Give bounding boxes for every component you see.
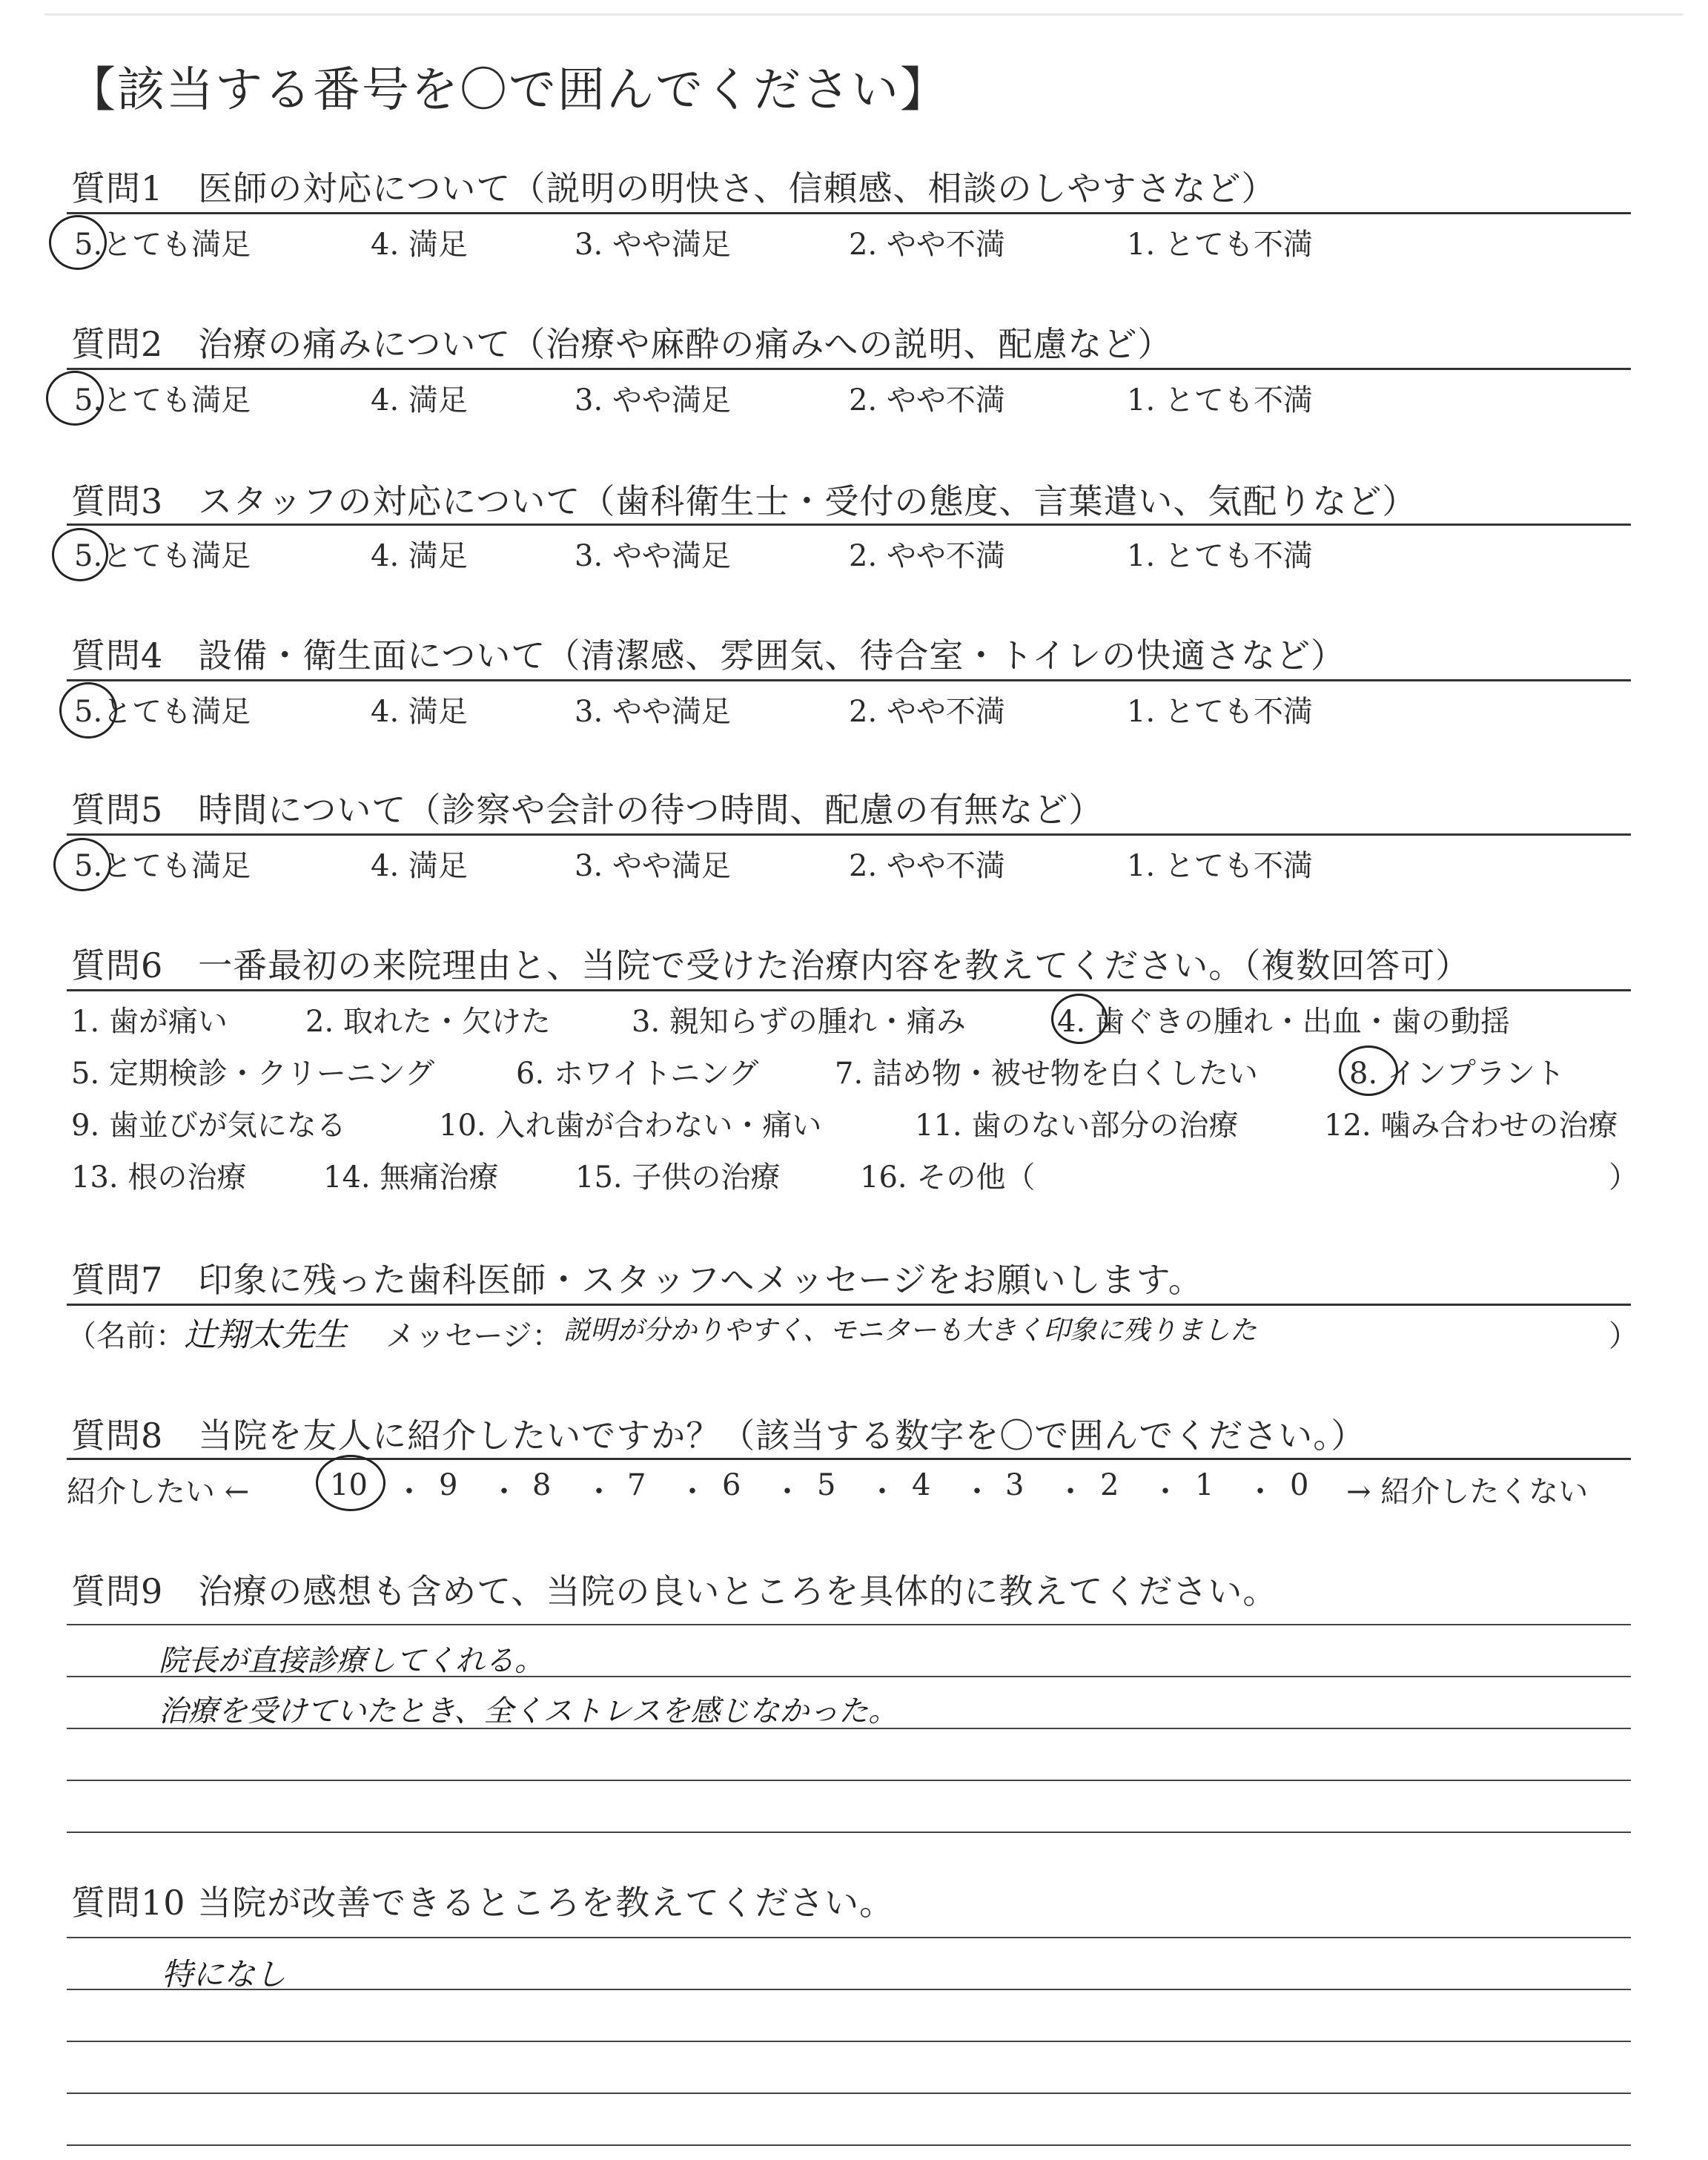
q4-option-5[interactable]: 5.とても満足 <box>74 695 251 729</box>
q1-option-3[interactable]: 3. やや満足 <box>575 228 731 262</box>
q6-option-15[interactable]: 15. 子供の治療 <box>575 1160 781 1195</box>
q9-answer-line <box>67 1780 1631 1781</box>
question-5-label: 質問5 時間について（診察や会計の待つ時間、配慮の有無など） <box>71 790 1104 830</box>
q6-option-11[interactable]: 11. 歯のない部分の治療 <box>915 1109 1239 1143</box>
q3-option-1[interactable]: 1. とても不満 <box>1127 539 1313 573</box>
q8-separator: ・ <box>584 1475 614 1509</box>
q9-answer-line <box>67 1624 1631 1625</box>
q8-separator: ・ <box>489 1475 519 1509</box>
q5-option-2[interactable]: 2. やや不満 <box>849 849 1005 883</box>
q5-option-1[interactable]: 1. とても不満 <box>1127 849 1313 883</box>
question-2-rule <box>67 368 1631 370</box>
q10-answer-line <box>67 2144 1631 2146</box>
q10-answer-line <box>67 2093 1631 2094</box>
q1-selection-circle <box>49 215 107 270</box>
q4-option-3[interactable]: 3. やや満足 <box>575 695 731 729</box>
q6-option-5[interactable]: 5. 定期検診・クリーニング <box>71 1057 435 1091</box>
q8-separator: ・ <box>867 1475 897 1509</box>
q2-option-1[interactable]: 1. とても不満 <box>1127 383 1313 417</box>
q6-option-3[interactable]: 3. 親知らずの腫れ・痛み <box>632 1005 966 1039</box>
q6-option-6[interactable]: 6. ホワイトニング <box>516 1057 759 1091</box>
q8-left-label: 紹介したい ← <box>67 1475 250 1509</box>
q6-option-14[interactable]: 14. 無痛治療 <box>323 1160 499 1195</box>
question-5-rule <box>67 833 1631 836</box>
q8-separator: ・ <box>772 1475 802 1509</box>
q9-answer-text[interactable]: 院長が直接診療してくれる。 <box>159 1644 544 1678</box>
question-7-label: 質問7 印象に残った歯科医師・スタッフへメッセージをお願いします。 <box>71 1260 1203 1300</box>
q8-score-2[interactable]: 2 <box>1100 1468 1119 1502</box>
q8-score-0[interactable]: 0 <box>1290 1468 1309 1502</box>
q6-close-paren: ） <box>1609 1160 1638 1195</box>
q5-option-4[interactable]: 4. 満足 <box>371 849 468 883</box>
q6-option-4-circle <box>1051 994 1108 1044</box>
q3-selection-circle <box>52 528 108 581</box>
q10-answer-line <box>67 2041 1631 2042</box>
q8-score-9[interactable]: 9 <box>439 1468 458 1502</box>
q6-option-4[interactable]: 4. 歯ぐきの腫れ・出血・歯の動揺 <box>1057 1005 1510 1039</box>
q6-option-10[interactable]: 10. 入れ歯が合わない・痛い <box>439 1109 822 1143</box>
q6-option-13[interactable]: 13. 根の治療 <box>71 1160 247 1195</box>
q2-option-2[interactable]: 2. やや不満 <box>849 383 1005 417</box>
q4-option-4[interactable]: 4. 満足 <box>371 695 468 729</box>
q5-selection-circle <box>53 838 111 891</box>
q2-selection-circle <box>46 371 104 426</box>
q5-option-5[interactable]: 5.とても満足 <box>74 849 251 883</box>
q9-answer-line <box>67 1832 1631 1833</box>
q8-separator: ・ <box>678 1475 707 1509</box>
q7-message-handwritten[interactable]: 説明が分かりやすく、モニターも大きく印象に残りました <box>563 1315 1257 1346</box>
question-3-label: 質問3 スタッフの対応について（歯科衛生士・受付の態度、言葉遣い、気配りなど） <box>71 481 1417 521</box>
question-9-label: 質問9 治療の感想も含めて、当院の良いところを具体的に教えてください。 <box>71 1571 1278 1611</box>
q9-answer-text[interactable]: 治療を受けていたとき、全くストレスを感じなかった。 <box>159 1694 898 1728</box>
q1-option-5[interactable]: 5.とても満足 <box>74 228 251 262</box>
q6-option-9[interactable]: 9. 歯並びが気になる <box>71 1109 346 1143</box>
q8-score-5[interactable]: 5 <box>817 1468 836 1502</box>
q1-option-4[interactable]: 4. 満足 <box>371 228 468 262</box>
q3-option-3[interactable]: 3. やや満足 <box>575 539 731 573</box>
q4-selection-circle <box>59 682 117 739</box>
q8-score-8[interactable]: 8 <box>532 1468 552 1502</box>
q10-answer-text[interactable]: 特になし <box>162 1956 287 1992</box>
q8-score-10-circle <box>316 1455 385 1511</box>
q1-option-2[interactable]: 2. やや不満 <box>849 228 1005 262</box>
q8-score-6[interactable]: 6 <box>722 1468 741 1502</box>
q2-option-3[interactable]: 3. やや満足 <box>575 383 731 417</box>
question-1-rule <box>67 212 1631 214</box>
question-3-rule <box>67 524 1631 526</box>
q8-separator: ・ <box>1151 1475 1180 1509</box>
q2-option-4[interactable]: 4. 満足 <box>371 383 468 417</box>
q8-score-4[interactable]: 4 <box>912 1468 931 1502</box>
q8-separator: ・ <box>962 1475 992 1509</box>
question-7-rule <box>67 1304 1631 1306</box>
q6-option-8-circle <box>1339 1046 1398 1096</box>
question-1-label: 質問1 医師の対応について（説明の明快さ、信頼感、相談のしやすさなど） <box>71 168 1277 208</box>
q8-score-10[interactable]: 10 <box>330 1468 368 1502</box>
q3-option-5[interactable]: 5.とても満足 <box>74 539 251 573</box>
q6-option-1[interactable]: 1. 歯が痛い <box>71 1005 228 1039</box>
q6-option-7[interactable]: 7. 詰め物・被せ物を白くしたい <box>835 1057 1258 1091</box>
q1-option-1[interactable]: 1. とても不満 <box>1127 228 1313 262</box>
q8-right-label: → 紹介したくない <box>1346 1475 1589 1509</box>
question-6-rule <box>67 989 1631 991</box>
question-6-label: 質問6 一番最初の来院理由と、当院で受けた治療内容を教えてください。（複数回答可） <box>71 945 1471 985</box>
question-8-label: 質問8 当院を友人に紹介したいですか？（該当する数字を〇で囲んでください。） <box>71 1416 1366 1456</box>
q10-answer-line <box>67 1989 1631 1990</box>
q10-answer-line <box>67 1937 1631 1938</box>
question-2-label: 質問2 治療の痛みについて（治療や麻酔の痛みへの説明、配慮など） <box>71 324 1173 364</box>
q6-option-16[interactable]: 16. その他（ <box>860 1160 1036 1195</box>
question-4-label: 質問4 設備・衛生面について（清潔感、雰囲気、待合室・トイレの快適さなど） <box>71 635 1346 676</box>
question-10-label: 質問10 当院が改善できるところを教えてください。 <box>71 1883 895 1923</box>
q4-option-1[interactable]: 1. とても不満 <box>1127 695 1313 729</box>
page-title: 【該当する番号を〇で囲んでください】 <box>68 63 949 118</box>
question-4-rule <box>67 679 1631 681</box>
q5-option-3[interactable]: 3. やや満足 <box>575 849 731 883</box>
q3-option-2[interactable]: 2. やや不満 <box>849 539 1005 573</box>
top-edge-line <box>44 13 1683 16</box>
q4-option-2[interactable]: 2. やや不満 <box>849 695 1005 729</box>
q7-name-handwritten[interactable]: 辻翔太先生 <box>184 1316 347 1354</box>
q2-option-5[interactable]: 5.とても満足 <box>74 383 251 417</box>
q8-separator: ・ <box>394 1475 424 1509</box>
question-8-rule <box>67 1458 1631 1460</box>
q6-option-12[interactable]: 12. 噛み合わせの治療 <box>1324 1109 1618 1143</box>
q6-option-2[interactable]: 2. 取れた・欠けた <box>305 1005 551 1039</box>
q8-score-1[interactable]: 1 <box>1195 1468 1214 1502</box>
q7-name-prefix: （名前： <box>67 1319 185 1353</box>
q8-separator: ・ <box>1056 1475 1085 1509</box>
q8-score-7[interactable]: 7 <box>627 1468 646 1502</box>
q7-close-paren: ） <box>1609 1319 1638 1353</box>
q3-option-4[interactable]: 4. 満足 <box>371 539 468 573</box>
q7-message-prefix: メッセージ： <box>385 1319 562 1353</box>
q8-score-3[interactable]: 3 <box>1005 1468 1025 1502</box>
q8-separator: ・ <box>1245 1475 1275 1509</box>
q6-option-8[interactable]: 8. インプラント <box>1349 1057 1565 1091</box>
